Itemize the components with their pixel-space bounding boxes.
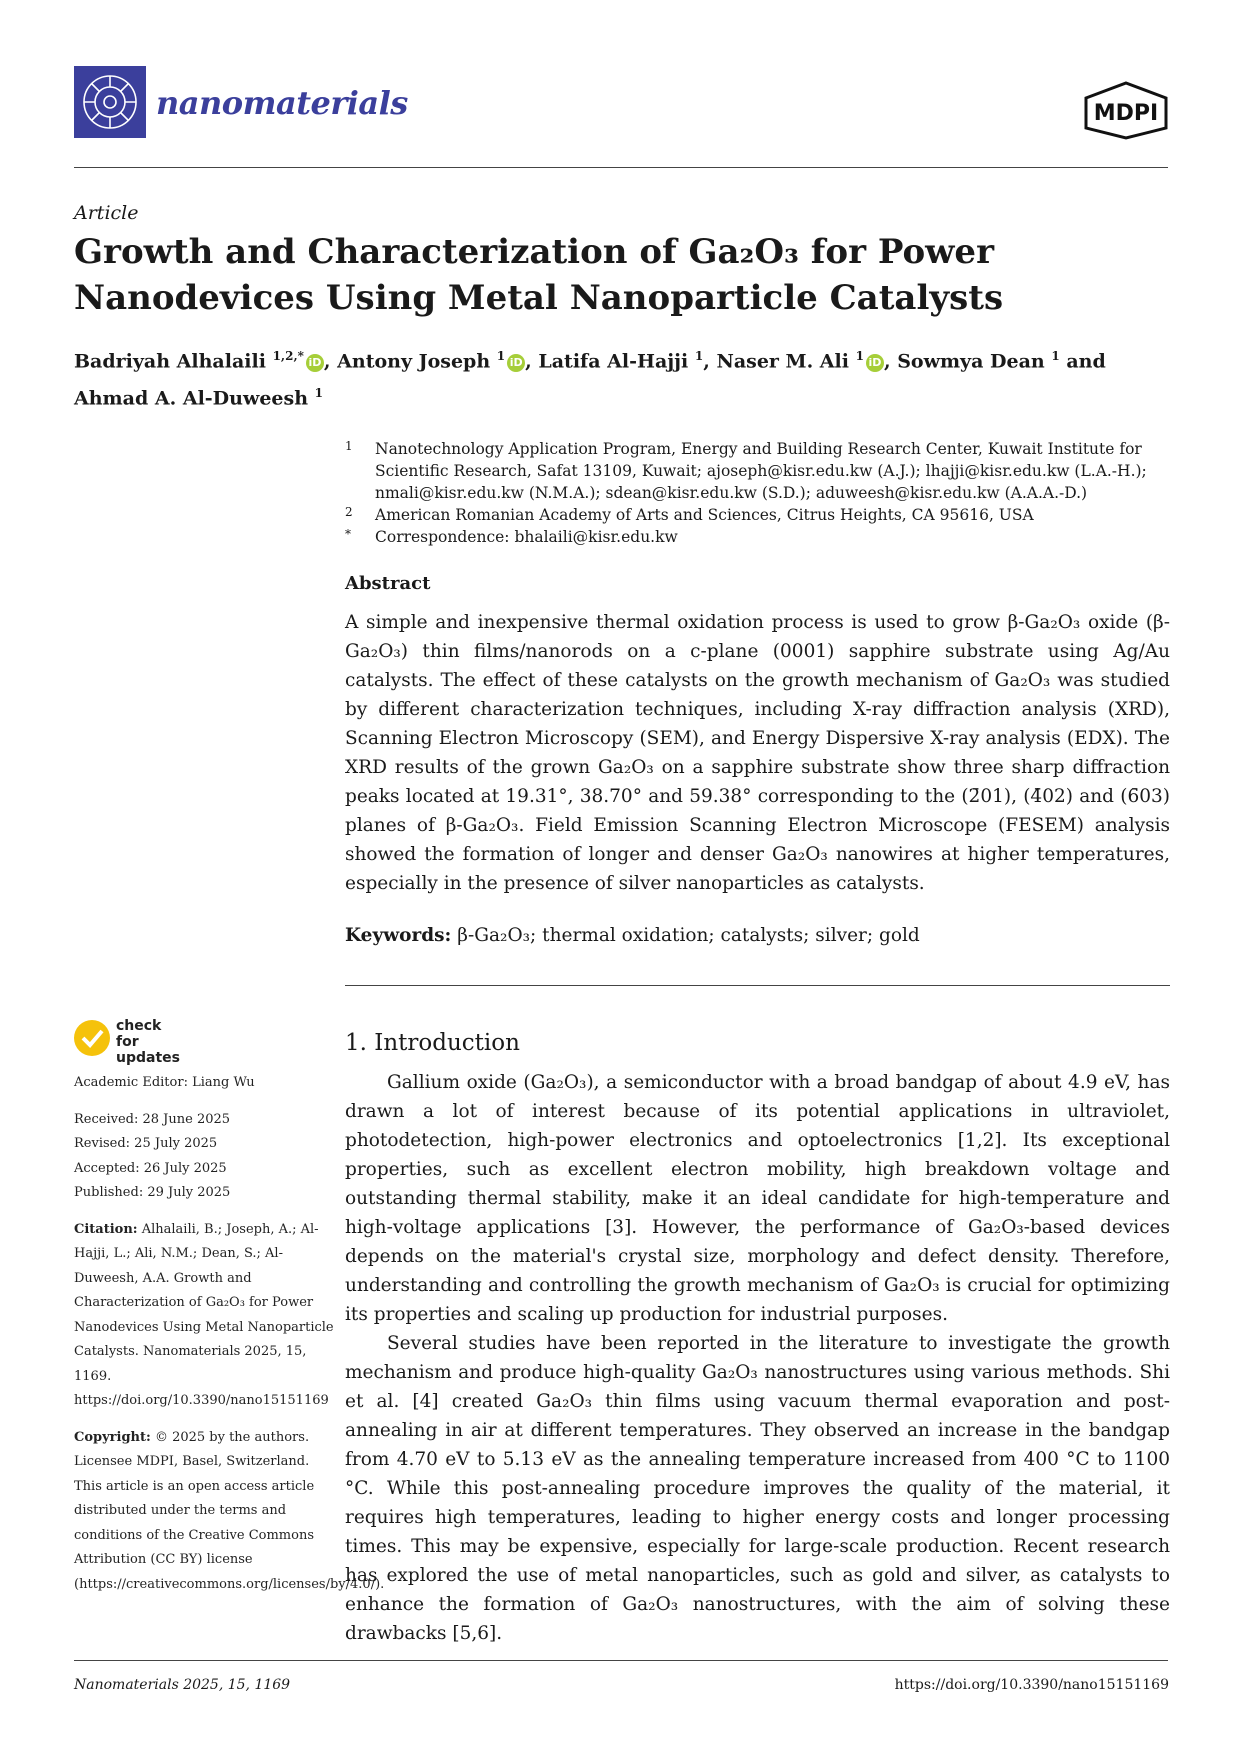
- check-updates-button[interactable]: check for updates: [116, 1018, 180, 1066]
- affiliation-item: [345, 526, 1170, 548]
- journal-logo: [74, 66, 146, 138]
- intro-paragraph: Several studies have been reported in the literature to investigate the growth mechanism and produce high-quality Ga₂O₃ nanostructures using various methods. Shi et al. [4] created Ga₂O₃ thin films using vacuum thermal evaporation and post-annealing in air at different temperatures. They observed an increase in the bandgap from 4.70 eV to 5.13 eV as the annealing temperature increased from 400 °C to 1100 °C. While this post-annealing procedure improves the quality of the material, it requires high temperatures, leading to higher energy costs and longer processing times. This may be expensive, especially for large-scale production. Recent research has explored the use of metal nanoparticles, such as gold and silver, as catalysts to enhance the formation of Ga₂O₃ nanostructures, with the aim of solving these drawbacks [5,6].: [345, 1333, 1170, 1644]
- received-date: Received: 28 June 2025: [74, 1111, 231, 1127]
- mdpi-logo-text: MDPI: [1093, 101, 1159, 126]
- author-name[interactable]: Ahmad A. Al-Duweesh: [74, 387, 309, 410]
- affiliation-mark: 2: [345, 505, 353, 519]
- affiliation-text: American Romanian Academy of Arts and Sciences, Citrus Heights, CA 95616, USA: [375, 506, 1034, 524]
- fullerene-icon: [74, 66, 146, 138]
- citation-label: Citation:: [74, 1221, 138, 1237]
- author-affiliation-mark: 1: [694, 349, 704, 363]
- author-name[interactable]: Antony Joseph: [337, 350, 491, 373]
- abstract-heading: Abstract: [345, 573, 431, 594]
- footer-doi-link[interactable]: https://doi.org/10.3390/nano15151169: [894, 1677, 1169, 1693]
- footer-divider: [74, 1660, 1168, 1661]
- check-updates-icon[interactable]: [74, 1020, 110, 1056]
- affiliation-text: Correspondence: bhalaili@kisr.edu.kw: [375, 528, 678, 546]
- author-name[interactable]: Latifa Al-Hajji: [538, 350, 689, 373]
- affiliation-mark: 1: [345, 439, 353, 453]
- orcid-icon[interactable]: iD: [507, 354, 525, 372]
- author-affiliation-mark: 1,2,*: [272, 349, 304, 363]
- accepted-date: Accepted: 26 July 2025: [74, 1160, 227, 1176]
- author-affiliation-mark: 1: [314, 386, 324, 401]
- page-title: Growth and Characterization of Ga₂O₃ for Power Nanodevices Using Metal Nanoparticle Catalysts: [74, 232, 1004, 318]
- academic-editor: Academic Editor: Liang Wu: [74, 1075, 255, 1090]
- author-affiliation-mark: 1: [1051, 349, 1060, 363]
- author-affiliation-mark: 1: [496, 349, 506, 363]
- affiliation-item: [345, 438, 1170, 504]
- author-name[interactable]: Badriyah Alhalaili: [74, 350, 266, 373]
- article-type: Article: [74, 202, 139, 224]
- affiliation-text: Nanotechnology Application Program, Energy and Building Research Center, Kuwait Institute for Scientific Research, Safat 13109, Kuwait; ajoseph@kisr.edu.kw (A.J.); lhajji@kisr.edu.kw (L.A.-H.); nmali@kisr.edu.kw (N.M.A.); sdean@kisr.edu.kw (S.D.); aduweesh@kisr.edu.kw (A.A.A.-D.): [375, 440, 1147, 502]
- author-name[interactable]: Naser M. Ali: [716, 350, 849, 373]
- published-date: Published: 29 July 2025: [74, 1185, 231, 1200]
- mdpi-logo[interactable]: [1080, 80, 1172, 140]
- header-divider: [74, 167, 1168, 168]
- revised-date: Revised: 25 July 2025: [74, 1136, 218, 1151]
- journal-name[interactable]: nanomaterials: [156, 84, 408, 122]
- affiliation-item: [345, 504, 1170, 526]
- intro-paragraph: Gallium oxide (Ga₂O₃), a semiconductor with a broad bandgap of about 4.9 eV, has drawn a lot of interest because of its potential applications in ultraviolet, photodetection, high-power electronics and optoelectronics [1,2]. Its exceptional properties, such as excellent electron mobility, high breakdown voltage and outstanding thermal stability, make it an ideal candidate for high-temperature and high-voltage applications [3]. However, the performance of Ga₂O₃-based devices depends on the material's crystal size, morphology and defect density. Therefore, understanding and controlling the growth mechanism of Ga₂O₃ is crucial for optimizing its properties and scaling up production for industrial purposes.: [345, 1072, 1170, 1325]
- keywords-text: β-Ga₂O₃; thermal oxidation; catalysts; silver; gold: [457, 925, 920, 946]
- citation-block: [74, 1218, 334, 1414]
- keywords: [345, 925, 1170, 946]
- author-list: Badriyah Alhalaili $^{1,2,*}$ iD , Antony Joseph $^1$ iD , Latifa Al-Hajji $^1$, Naser M. Ali $^1$ iD , Sowmya Dean $^1$ and Ahmad A. Al-Duweesh $^1$: [74, 349, 1106, 410]
- copyright-label: Copyright:: [74, 1429, 151, 1445]
- affiliation-mark: *: [345, 527, 351, 541]
- orcid-icon[interactable]: iD: [866, 354, 884, 372]
- introduction-body: [345, 1068, 1170, 1648]
- introduction-heading: 1. Introduction: [345, 1030, 520, 1056]
- orcid-icon[interactable]: iD: [306, 354, 324, 372]
- keywords-label: Keywords:: [345, 925, 452, 946]
- article-sidebar: [74, 1071, 385, 1597]
- author-name[interactable]: Sowmya Dean: [897, 350, 1045, 373]
- footer-citation: Nanomaterials 2025, 15, 1169: [74, 1677, 291, 1693]
- affiliations: [345, 438, 1170, 548]
- author-affiliation-mark: 1: [855, 349, 864, 363]
- copyright-text: © 2025 by the authors. Licensee MDPI, Basel, Switzerland. This article is an open access article distributed under the terms and conditions of the Creative Commons Attribution (CC BY) license (https://creativecommons.org/licenses/by/4.0/).: [74, 1429, 385, 1592]
- abstract-divider: [345, 985, 1170, 986]
- citation-text[interactable]: Alhalaili, B.; Joseph, A.; Al-Hajji, L.; Ali, N.M.; Dean, S.; Al-Duweesh, A.A. Growth and Characterization of Ga₂O₃ for Power Nanodevices Using Metal Nanoparticle Catalysts. Nanomaterials 2025, 15, 1169. https://doi.org/10.3390/nano15151169: [74, 1221, 334, 1408]
- copyright-block: [74, 1426, 385, 1598]
- abstract-text: A simple and inexpensive thermal oxidation process is used to grow β-Ga₂O₃ oxide (β-Ga₂O₃) thin films/nanorods on a c-plane (0001) sapphire substrate using Ag/Au catalysts. The effect of these catalysts on the growth mechanism of Ga₂O₃ was studied by different characterization techniques, including X-ray diffraction analysis (XRD), Scanning Electron Microscopy (SEM), and Energy Dispersive X-ray analysis (EDX). The XRD results of the grown Ga₂O₃ on a sapphire substrate show three sharp diffraction peaks located at 19.31°, 38.70° and 59.38° corresponding to the (2̄01), (4̄02) and (6̄03) planes of β-Ga₂O₃. Field Emission Scanning Electron Microscope (FESEM) analysis showed the formation of longer and denser Ga₂O₃ nanowires at higher temperatures, especially in the presence of silver nanoparticles as catalysts.: [345, 612, 1170, 894]
